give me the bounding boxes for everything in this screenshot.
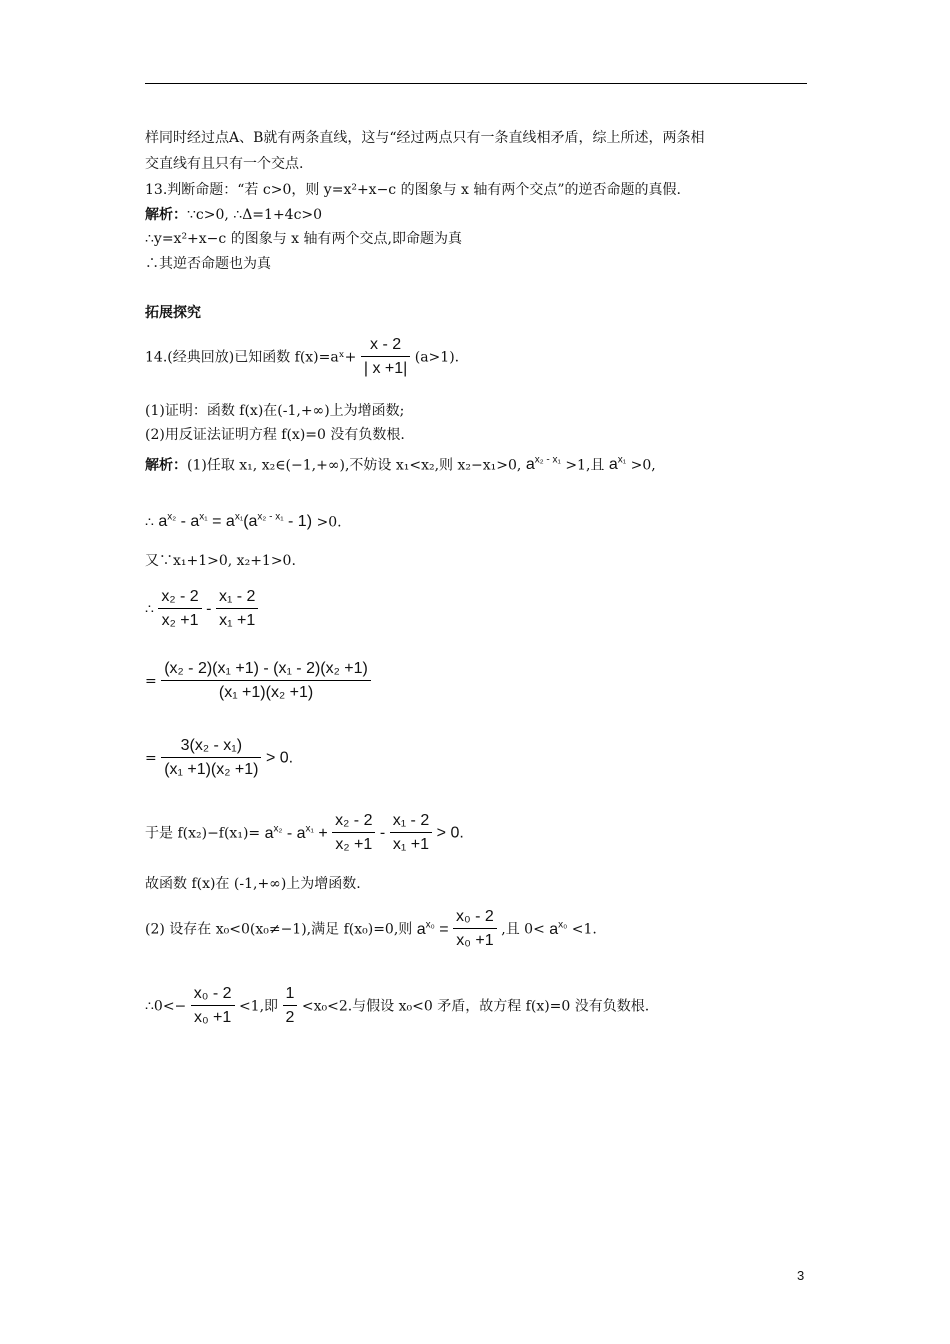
page-number: 3 [797, 1268, 805, 1283]
question-14-part-1: (1)证明：函数 f(x)在(-1,+∞)上为增函数; [145, 403, 405, 419]
math-expression: $a^{x_2 - x_1}$ [525, 455, 561, 474]
section-title: 拓展探究 [145, 305, 201, 321]
answer-14-line-3: 又∵x₁+1>0, x₂+1>0. [145, 553, 296, 569]
answer-14-line-4: ∴ $\frac{\text{x₂ - 2}}{\text{x₂ +1}}$ - $\frac{\text{x₁ - 2}}{\text{x₁ +1}}$ [145, 586, 258, 633]
math-expression: $a^{x_2} - a^{x_1} = a^{x_1}(a^{x_2 - x_1} - 1)$ [158, 512, 313, 531]
fraction: $\frac{\text{x₁ - 2}}{\text{x₁ +1}}$ [216, 586, 259, 633]
answer-14-line-2: ∴ $a^{x_2} - a^{x_1} = a^{x_1}(a^{x_2 - x_1} - 1) >0$. [145, 512, 342, 531]
question-14-part-2: (2)用反证法证明方程 f(x)=0 没有负数根. [145, 427, 405, 443]
answer-14-line-5: = $\frac{\text{(x₂ - 2)(x₁ +1) - (x₁ - 2)(x₂ +1)}}{\text{(x₁ +1)(x₂ +1)}}$ [145, 658, 371, 705]
answer-14-line-10: ∴0<− $\frac{\text{x₀ - 2}}{\text{x₀ +1}}$ <1,即 $\frac{1}{2}$ <x₀<2.与假设 x₀<0 矛盾，故方程 f(x)=0 没有负数根. [145, 983, 649, 1030]
answer-13-line-2: ∴y=x²+x−c 的图象与 x 轴有两个交点,即命题为真 [145, 231, 462, 247]
answer-label: 解析： [145, 207, 187, 223]
paragraph-line: 交直线有且只有一个交点. [145, 156, 304, 172]
fraction: $\frac{\text{x₂ - 2}}{\text{x₂ +1}}$ [158, 586, 201, 633]
paragraph-line: 样同时经过点A、B就有两条直线，这与“经过两点只有一条直线相矛盾，综上所述，两条相 [145, 130, 705, 146]
math-expression: $a^{x_0}$ [549, 919, 568, 938]
answer-13-line-3: ∴其逆否命题也为真 [145, 256, 271, 272]
fraction: $\frac{1}{2}$ [283, 983, 298, 1030]
fraction: $\frac{\text{x₂ - 2}}{\text{x₂ +1}}$ [332, 810, 375, 857]
fraction: $\frac{x - 2}{| x +1|}$ [361, 334, 410, 381]
fraction: $\frac{\text{x₀ - 2}}{\text{x₀ +1}}$ [453, 906, 497, 953]
answer-14-line-8: 故函数 f(x)在 (-1,+∞)上为增函数. [145, 876, 361, 892]
answer-14-line-7: 于是 $f(x_2)-f(x_1)= a^{x_2} - a^{x_1}$ + $\frac{\text{x₂ - 2}}{\text{x₂ +1}}$ - $\frac{\text{x₁ - 2}}{\text{x₁ +1}}$ > 0. [145, 810, 464, 857]
fraction: $\frac{\text{3(x₂ - x₁)}}{\text{(x₁ +1)(x₂ +1)}}$ [161, 735, 261, 782]
math-expression: $a^{x_2} - a^{x_1}$ + [264, 823, 328, 842]
math-expression: $a^{x_0}$ = [416, 919, 449, 938]
fraction: $\frac{\text{x₀ - 2}}{\text{x₀ +1}}$ [191, 983, 235, 1030]
header-rule [145, 83, 807, 84]
question-13: 13.判断命题：“若 c>0，则 y=x²+x−c 的图象与 x 轴有两个交点”的逆否命题的真假. [145, 182, 681, 198]
answer-14-line-6: = $\frac{\text{3(x₂ - x₁)}}{\text{(x₁ +1)(x₂ +1)}}$ > 0. [145, 735, 293, 782]
question-14: 14.(经典回放)已知函数 f(x)=aˣ+ $\frac{x - 2}{| x +1|}$ (a>1). [145, 334, 459, 381]
answer-14-line-1: 解析：(1)任取 x₁, x₂∈(−1,+∞),不妨设 x₁<x₂,则 x₂−x₁>0, $a^{x_2 - x_1} >1$,且 $a^{x_1} >0$, [145, 455, 656, 474]
answer-14-line-9: (2) 设存在 x₀<0(x₀≠−1),满足 f(x₀)=0,则 $a^{x_0}$ = $\frac{\text{x₀ - 2}}{\text{x₀ +1}}$ ,且 $0< a^{x_0} <1$. [145, 906, 597, 953]
fraction: $\frac{\text{x₁ - 2}}{\text{x₁ +1}}$ [390, 810, 433, 857]
fraction: $\frac{\text{(x₂ - 2)(x₁ +1) - (x₁ - 2)(x₂ +1)}}{\text{(x₁ +1)(x₂ +1)}}$ [161, 658, 371, 705]
math-expression: $a^{x_1}$ [608, 455, 627, 474]
answer-13-line-1: 解析：∵c>0, ∴Δ=1+4c>0 [145, 207, 323, 223]
